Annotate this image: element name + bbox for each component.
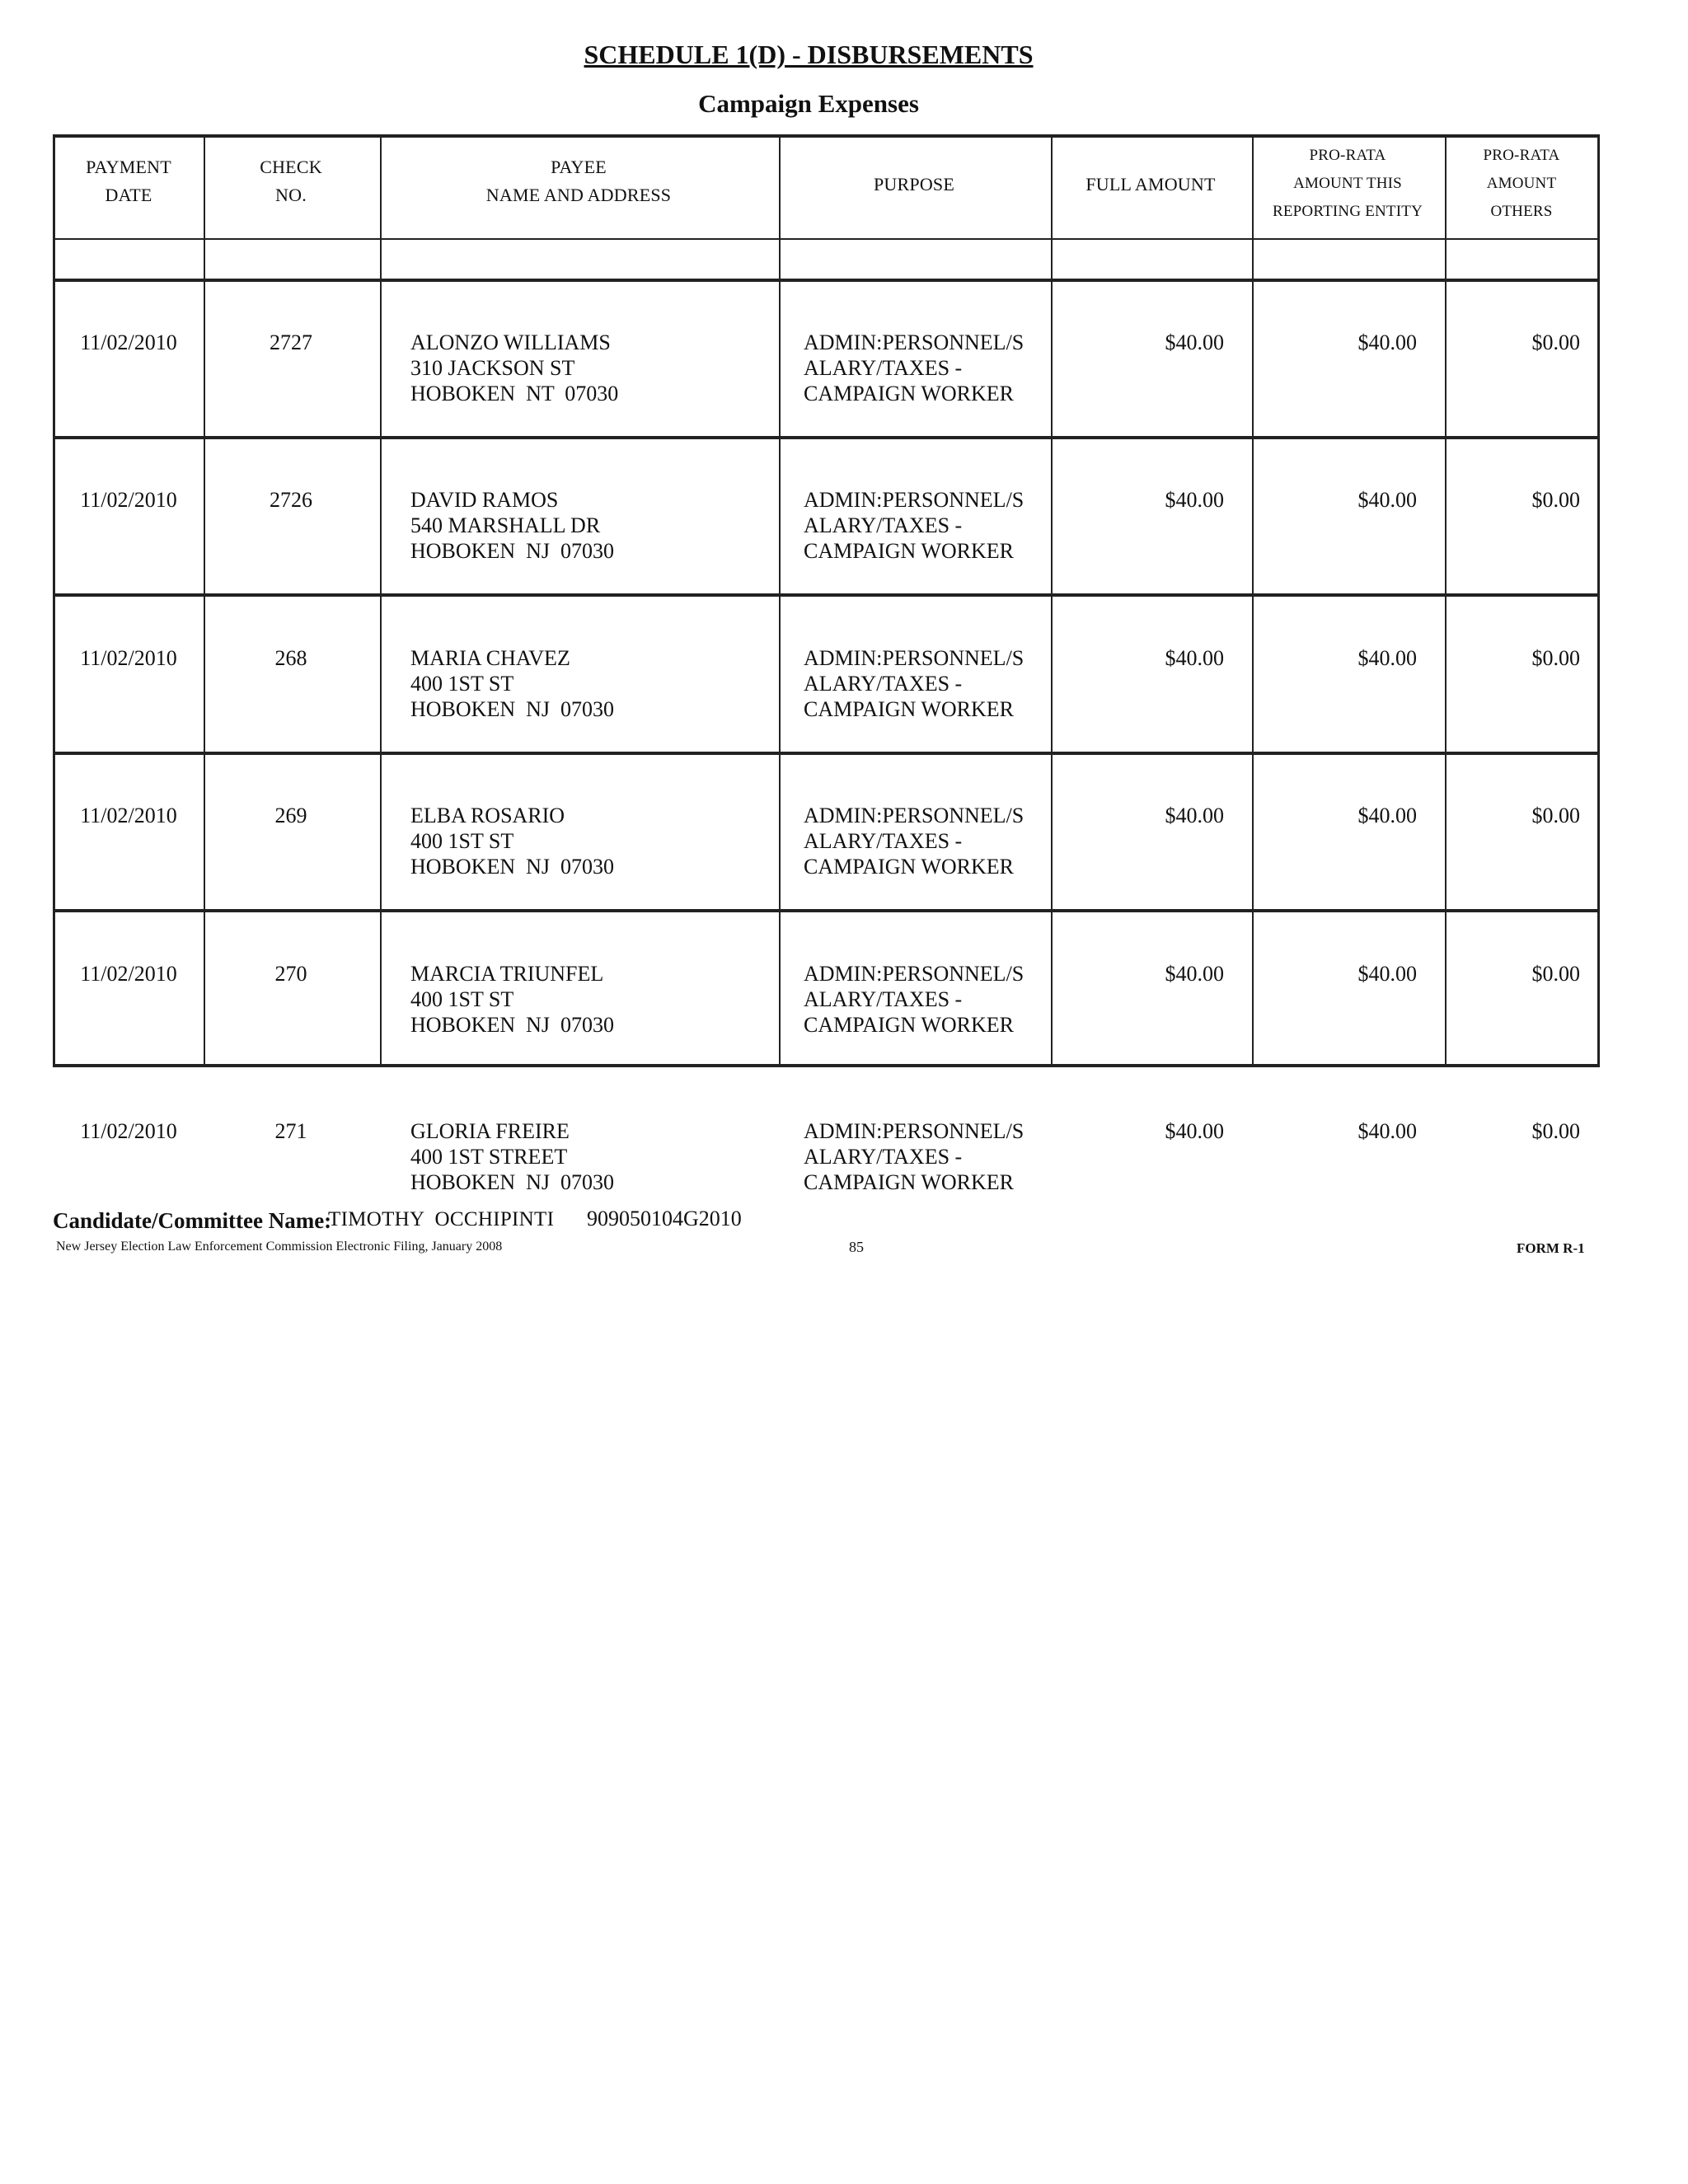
header-prorata-entity-line3: REPORTING ENTITY xyxy=(1272,203,1423,220)
purpose-line: ALARY/TAXES - xyxy=(804,513,963,537)
committee-name-value: TIMOTHY OCCHIPINTI xyxy=(328,1208,555,1230)
header-payment-date-line2: DATE xyxy=(105,185,152,205)
purpose-line: CAMPAIGN WORKER xyxy=(804,1013,1014,1037)
form-label: FORM R-1 xyxy=(1517,1240,1585,1256)
purpose-line: ALARY/TAXES - xyxy=(804,672,963,696)
header-check-no-line2: NO. xyxy=(275,185,307,205)
committee-id: 909050104G2010 xyxy=(587,1207,742,1230)
header-full-amount-line1: FULL AMOUNT xyxy=(1085,174,1216,194)
prorata-amount-others: $0.00 xyxy=(1531,962,1580,986)
header-divider xyxy=(55,238,1597,240)
header-payee-line2: NAME AND ADDRESS xyxy=(485,185,672,205)
col-divider xyxy=(1252,138,1254,1064)
full-amount: $40.00 xyxy=(1165,804,1224,827)
page-number: 85 xyxy=(849,1239,864,1255)
header-prorata-others xyxy=(1445,142,1598,226)
prorata-amount-entity: $40.00 xyxy=(1357,804,1417,827)
purpose-line: CAMPAIGN WORKER xyxy=(804,1170,1014,1194)
purpose-line: ADMIN:PERSONNEL/S xyxy=(804,646,1025,670)
payment-date: 11/02/2010 xyxy=(80,1119,177,1143)
full-amount: $40.00 xyxy=(1165,1119,1224,1143)
header-prorata-others-line2: AMOUNT xyxy=(1486,175,1557,192)
header-purpose xyxy=(779,171,1049,199)
header-check-no xyxy=(204,153,378,209)
filing-note: New Jersey Election Law Enforcement Commission Electronic Filing, January 2008 xyxy=(56,1240,503,1254)
payment-date: 11/02/2010 xyxy=(80,488,177,512)
purpose-line: CAMPAIGN WORKER xyxy=(804,697,1014,721)
payment-date: 11/02/2010 xyxy=(80,962,177,986)
prorata-amount-entity: $40.00 xyxy=(1357,962,1417,986)
purpose-line: ALARY/TAXES - xyxy=(804,829,963,853)
full-amount: $40.00 xyxy=(1165,646,1224,670)
header-payee xyxy=(380,153,777,209)
purpose-line: ALARY/TAXES - xyxy=(804,987,963,1011)
payee-line: HOBOKEN NT 07030 xyxy=(410,382,619,405)
row-divider xyxy=(55,909,1597,912)
header-prorata-entity xyxy=(1252,142,1443,226)
payee-line: HOBOKEN NJ 07030 xyxy=(410,855,614,879)
header-check-no-line1: CHECK xyxy=(260,157,322,177)
purpose-line: ADMIN:PERSONNEL/S xyxy=(804,804,1025,827)
header-prorata-others-line3: OTHERS xyxy=(1490,203,1553,220)
payee-line: MARIA CHAVEZ xyxy=(410,646,570,670)
purpose-line: CAMPAIGN WORKER xyxy=(804,382,1014,405)
committee-name-label: Candidate/Committee Name: xyxy=(53,1208,332,1233)
row-divider xyxy=(55,752,1597,755)
col-divider xyxy=(779,138,781,1064)
disbursements-table-grid xyxy=(53,134,1600,1067)
row-divider xyxy=(55,436,1597,439)
header-full-amount xyxy=(1051,171,1250,199)
prorata-amount-others: $0.00 xyxy=(1531,330,1580,354)
payee-line: 400 1ST ST xyxy=(410,672,514,696)
full-amount: $40.00 xyxy=(1165,962,1224,986)
col-divider xyxy=(204,138,205,1064)
payee-line: HOBOKEN NJ 07030 xyxy=(410,1170,614,1194)
payment-date: 11/02/2010 xyxy=(80,646,177,670)
schedule-subtitle: Campaign Expenses xyxy=(698,89,919,118)
purpose-line: CAMPAIGN WORKER xyxy=(804,855,1014,879)
full-amount: $40.00 xyxy=(1165,488,1224,512)
schedule-title: SCHEDULE 1(D) - DISBURSEMENTS xyxy=(584,40,1034,69)
header-payee-line1: PAYEE xyxy=(551,157,607,177)
purpose-line: ALARY/TAXES - xyxy=(804,1145,963,1169)
col-divider xyxy=(1445,138,1447,1064)
col-divider xyxy=(380,138,382,1064)
header-purpose-line1: PURPOSE xyxy=(874,174,954,194)
prorata-amount-others: $0.00 xyxy=(1531,1119,1580,1143)
check-number: 270 xyxy=(274,962,307,986)
purpose-line: ALARY/TAXES - xyxy=(804,356,963,380)
header-payment-date-line1: PAYMENT xyxy=(86,157,171,177)
col-divider xyxy=(1051,138,1053,1064)
prorata-amount-entity: $40.00 xyxy=(1357,646,1417,670)
purpose-line: CAMPAIGN WORKER xyxy=(804,539,1014,563)
payee-line: HOBOKEN NJ 07030 xyxy=(410,1013,614,1037)
check-number: 268 xyxy=(274,646,307,670)
full-amount: $40.00 xyxy=(1165,330,1224,354)
prorata-amount-others: $0.00 xyxy=(1531,804,1580,827)
payee-line: 400 1ST ST xyxy=(410,829,514,853)
check-number: 271 xyxy=(274,1119,307,1143)
payee-line: DAVID RAMOS xyxy=(410,488,559,512)
payee-line: ALONZO WILLIAMS xyxy=(410,330,611,354)
payee-line: 540 MARSHALL DR xyxy=(410,513,601,537)
purpose-line: ADMIN:PERSONNEL/S xyxy=(804,488,1025,512)
header-prorata-others-line1: PRO-RATA xyxy=(1483,147,1560,164)
payee-line: 400 1ST ST xyxy=(410,987,514,1011)
row-divider xyxy=(55,593,1597,597)
payee-line: HOBOKEN NJ 07030 xyxy=(410,539,614,563)
payment-date: 11/02/2010 xyxy=(80,804,177,827)
prorata-amount-others: $0.00 xyxy=(1531,646,1580,670)
header-prorata-entity-line2: AMOUNT THIS xyxy=(1293,175,1402,192)
header-payment-date xyxy=(55,153,202,209)
prorata-amount-others: $0.00 xyxy=(1531,488,1580,512)
check-number: 269 xyxy=(274,804,307,827)
prorata-amount-entity: $40.00 xyxy=(1357,488,1417,512)
purpose-line: ADMIN:PERSONNEL/S xyxy=(804,1119,1025,1143)
payment-date: 11/02/2010 xyxy=(80,330,177,354)
prorata-amount-entity: $40.00 xyxy=(1357,1119,1417,1143)
payee-line: 310 JACKSON ST xyxy=(410,356,575,380)
purpose-line: ADMIN:PERSONNEL/S xyxy=(804,962,1025,986)
check-number: 2727 xyxy=(270,330,312,354)
payee-line: MARCIA TRIUNFEL xyxy=(410,962,604,986)
prorata-amount-entity: $40.00 xyxy=(1357,330,1417,354)
check-number: 2726 xyxy=(270,488,312,512)
purpose-line: ADMIN:PERSONNEL/S xyxy=(804,330,1025,354)
payee-line: HOBOKEN NJ 07030 xyxy=(410,697,614,721)
header-divider-bottom xyxy=(55,279,1597,282)
header-prorata-entity-line1: PRO-RATA xyxy=(1309,147,1386,164)
payee-line: 400 1ST STREET xyxy=(410,1145,568,1169)
payee-line: ELBA ROSARIO xyxy=(410,804,565,827)
payee-line: GLORIA FREIRE xyxy=(410,1119,570,1143)
